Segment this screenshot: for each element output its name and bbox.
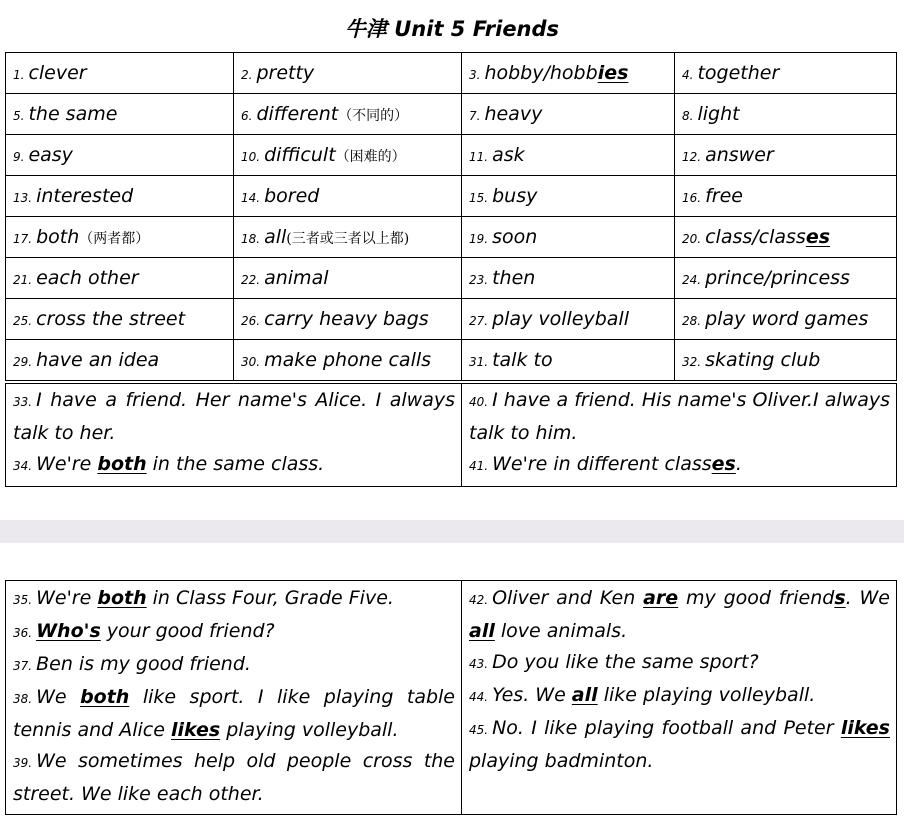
underlined-text: both bbox=[80, 686, 130, 708]
sentence-item bbox=[13, 649, 455, 682]
item-number: 43. bbox=[469, 657, 489, 671]
item-number: 21. bbox=[13, 273, 33, 287]
vocab-row bbox=[6, 340, 897, 381]
vocab-cell bbox=[234, 53, 462, 94]
vocab-cell bbox=[675, 258, 897, 299]
underlined-text: both bbox=[97, 587, 147, 609]
sentence-item bbox=[469, 385, 890, 449]
item-text: different bbox=[256, 103, 339, 125]
item-text: both bbox=[36, 226, 80, 248]
item-text: each other bbox=[36, 267, 139, 289]
underlined-text: both bbox=[97, 453, 147, 475]
underlined-text: s bbox=[834, 587, 846, 609]
item-text: We're bbox=[36, 453, 98, 475]
sentence-item bbox=[13, 449, 455, 482]
item-number: 45. bbox=[469, 723, 489, 737]
vocab-cell bbox=[675, 53, 897, 94]
vocab-row bbox=[6, 258, 897, 299]
item-number: 1. bbox=[13, 68, 25, 82]
item-text: class/class bbox=[705, 226, 806, 248]
sentence-item bbox=[469, 647, 890, 680]
underlined-text: es bbox=[805, 226, 831, 248]
vocab-cell bbox=[462, 340, 675, 381]
underlined-text: all bbox=[571, 684, 598, 706]
sentences-right-column bbox=[462, 384, 897, 487]
sentence-item bbox=[13, 385, 455, 449]
item-text: make phone calls bbox=[264, 349, 432, 371]
item-text: I have a friend. His name's Oliver.I always talk to him. bbox=[469, 389, 890, 444]
sentences-left-column bbox=[6, 581, 462, 815]
item-text: We're bbox=[36, 587, 98, 609]
item-text: Do you like the same sport? bbox=[492, 651, 759, 673]
item-text: in the same class. bbox=[146, 453, 325, 475]
vocab-cell bbox=[6, 135, 234, 176]
item-text: Yes. We bbox=[492, 684, 572, 706]
item-number: 30. bbox=[241, 355, 261, 369]
item-number: 16. bbox=[682, 191, 702, 205]
chinese-gloss: （不同的） bbox=[338, 108, 409, 124]
item-text: then bbox=[492, 267, 536, 289]
vocab-cell bbox=[6, 217, 234, 258]
item-text: clever bbox=[28, 62, 87, 84]
item-text: ask bbox=[492, 144, 525, 166]
item-number: 31. bbox=[469, 355, 489, 369]
vocab-cell bbox=[675, 299, 897, 340]
item-number: 22. bbox=[241, 273, 261, 287]
underlined-text: all bbox=[469, 620, 495, 642]
item-number: 42. bbox=[469, 593, 489, 607]
item-text: play volleyball bbox=[492, 308, 629, 330]
item-text: No. I like playing football and Peter bbox=[492, 717, 841, 739]
item-text: soon bbox=[492, 226, 538, 248]
item-text: We're in different class bbox=[492, 453, 712, 475]
vocab-cell bbox=[675, 94, 897, 135]
chinese-gloss: （困难的） bbox=[335, 149, 406, 165]
sentences-left-column bbox=[6, 384, 462, 487]
item-text: in Class Four, Grade Five. bbox=[146, 587, 394, 609]
item-text: cross the street bbox=[36, 308, 186, 330]
vocab-row bbox=[6, 217, 897, 258]
item-number: 20. bbox=[682, 232, 702, 246]
item-number: 19. bbox=[469, 232, 489, 246]
item-number: 38. bbox=[13, 692, 33, 706]
item-number: 44. bbox=[469, 690, 489, 704]
vocab-cell bbox=[675, 135, 897, 176]
item-text: pretty bbox=[256, 62, 315, 84]
item-text: hobby/hobb bbox=[484, 62, 598, 84]
item-number: 26. bbox=[241, 314, 261, 328]
item-text: carry heavy bags bbox=[264, 308, 429, 330]
item-number: 8. bbox=[682, 109, 694, 123]
item-number: 6. bbox=[241, 109, 253, 123]
underlined-text: ies bbox=[597, 62, 629, 84]
item-text: free bbox=[705, 185, 743, 207]
vocab-cell bbox=[234, 135, 462, 176]
item-text: playing volleyball. bbox=[220, 719, 399, 741]
item-text: difficult bbox=[264, 144, 336, 166]
sentence-item bbox=[13, 616, 455, 649]
sentence-item bbox=[469, 713, 890, 777]
item-number: 17. bbox=[13, 232, 33, 246]
item-text: your good friend? bbox=[100, 620, 275, 642]
item-number: 10. bbox=[241, 150, 261, 164]
vocab-cell bbox=[675, 176, 897, 217]
item-number: 7. bbox=[469, 109, 481, 123]
item-text: busy bbox=[492, 185, 538, 207]
item-number: 23. bbox=[469, 273, 489, 287]
item-text: like sport. I like playing table tennis and Alice bbox=[13, 686, 455, 741]
page-title: 牛津 Unit 5 Friends bbox=[344, 17, 560, 41]
item-text: together bbox=[697, 62, 780, 84]
item-number: 15. bbox=[469, 191, 489, 205]
item-text: Ben is my good friend. bbox=[36, 653, 251, 675]
item-number: 18. bbox=[241, 232, 261, 246]
vocab-row bbox=[6, 135, 897, 176]
vocab-row bbox=[6, 94, 897, 135]
vocab-cell bbox=[6, 299, 234, 340]
page-separator bbox=[0, 520, 904, 543]
vocab-cell bbox=[234, 176, 462, 217]
sentences-table-2 bbox=[5, 580, 897, 815]
worksheet-page-2 bbox=[0, 543, 904, 817]
item-text: skating club bbox=[705, 349, 821, 371]
vocab-cell bbox=[234, 217, 462, 258]
item-text: talk to bbox=[492, 349, 553, 371]
item-text: prince/princess bbox=[705, 267, 850, 289]
item-text: light bbox=[697, 103, 740, 125]
underlined-text: likes bbox=[170, 719, 221, 741]
sentence-item bbox=[13, 746, 455, 810]
item-number: 9. bbox=[13, 150, 25, 164]
item-number: 3. bbox=[469, 68, 481, 82]
item-text: bored bbox=[264, 185, 320, 207]
item-number: 27. bbox=[469, 314, 489, 328]
item-number: 25. bbox=[13, 314, 33, 328]
vocab-row bbox=[6, 299, 897, 340]
item-number: 14. bbox=[241, 191, 261, 205]
item-text: interested bbox=[36, 185, 134, 207]
item-number: 34. bbox=[13, 459, 33, 473]
vocab-row bbox=[6, 53, 897, 94]
item-number: 37. bbox=[13, 659, 33, 673]
item-text: like playing volleyball. bbox=[597, 684, 816, 706]
sentence-item bbox=[469, 680, 890, 713]
sentences-table-1 bbox=[5, 383, 897, 487]
vocab-cell bbox=[675, 340, 897, 381]
item-number: 39. bbox=[13, 756, 33, 770]
item-text: play word games bbox=[705, 308, 869, 330]
vocab-cell bbox=[234, 299, 462, 340]
item-number: 5. bbox=[13, 109, 25, 123]
item-text: Oliver and Ken bbox=[492, 587, 644, 609]
item-text: heavy bbox=[484, 103, 543, 125]
vocab-cell bbox=[234, 94, 462, 135]
vocab-cell bbox=[462, 299, 675, 340]
underlined-text: Who's bbox=[36, 620, 101, 642]
item-text: We bbox=[36, 686, 81, 708]
item-number: 36. bbox=[13, 626, 33, 640]
vocab-cell bbox=[234, 258, 462, 299]
item-text: answer bbox=[705, 144, 774, 166]
item-number: 40. bbox=[469, 395, 489, 409]
sentence-item bbox=[469, 449, 890, 482]
item-text: We sometimes help old people cross the street. We like each other. bbox=[13, 750, 455, 805]
vocab-cell bbox=[462, 135, 675, 176]
chinese-gloss: (三者或三者以上都) bbox=[286, 231, 410, 247]
vocab-cell bbox=[675, 217, 897, 258]
sentence-item bbox=[13, 583, 455, 616]
item-text: my good friend bbox=[678, 587, 835, 609]
item-text: easy bbox=[28, 144, 73, 166]
item-text: playing badminton. bbox=[469, 750, 654, 772]
vocab-cell bbox=[462, 176, 675, 217]
vocab-cell bbox=[462, 258, 675, 299]
vocab-cell bbox=[6, 340, 234, 381]
vocab-cell bbox=[6, 258, 234, 299]
item-number: 11. bbox=[469, 150, 489, 164]
item-number: 41. bbox=[469, 459, 489, 473]
vocabulary-table bbox=[5, 52, 897, 381]
vocab-cell bbox=[462, 53, 675, 94]
underlined-text: likes bbox=[840, 717, 890, 739]
item-text: the same bbox=[28, 103, 118, 125]
vocab-row bbox=[6, 176, 897, 217]
item-number: 33. bbox=[13, 395, 33, 409]
item-number: 12. bbox=[682, 150, 702, 164]
vocab-cell bbox=[462, 217, 675, 258]
sentence-item bbox=[469, 583, 890, 647]
item-number: 4. bbox=[682, 68, 694, 82]
item-text: have an idea bbox=[36, 349, 160, 371]
item-number: 29. bbox=[13, 355, 33, 369]
item-number: 2. bbox=[241, 68, 253, 82]
vocab-cell bbox=[6, 94, 234, 135]
chinese-gloss: （两者都） bbox=[79, 231, 150, 247]
item-number: 32. bbox=[682, 355, 702, 369]
vocab-cell bbox=[6, 53, 234, 94]
sentence-item bbox=[13, 682, 455, 746]
item-text: animal bbox=[264, 267, 329, 289]
item-number: 35. bbox=[13, 593, 33, 607]
item-number: 24. bbox=[682, 273, 702, 287]
vocab-cell bbox=[6, 176, 234, 217]
sentences-right-column bbox=[462, 581, 897, 815]
underlined-text: es bbox=[711, 453, 736, 475]
item-text: I have a friend. Her name's Alice. I always talk to her. bbox=[13, 389, 455, 444]
vocab-cell bbox=[462, 94, 675, 135]
item-number: 28. bbox=[682, 314, 702, 328]
item-text: . bbox=[735, 453, 742, 475]
vocab-cell bbox=[234, 340, 462, 381]
item-number: 13. bbox=[13, 191, 33, 205]
item-text: . We bbox=[845, 587, 890, 609]
item-text: love animals. bbox=[494, 620, 628, 642]
underlined-text: are bbox=[643, 587, 679, 609]
item-text: all bbox=[264, 226, 287, 248]
